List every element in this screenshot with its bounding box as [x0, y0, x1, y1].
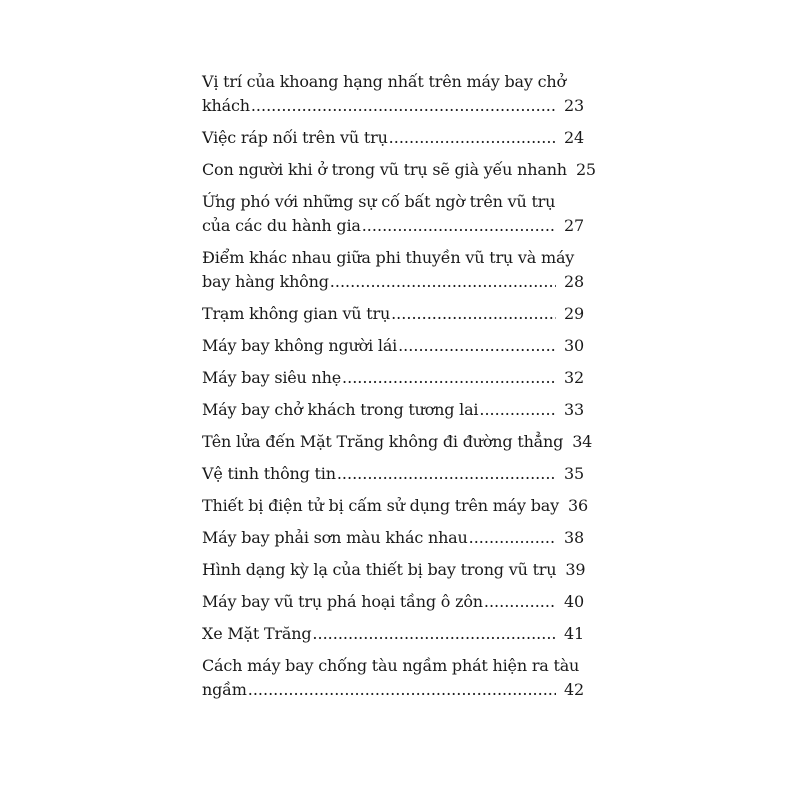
- toc-entry-title: Máy bay vũ trụ phá hoại tầng ô zôn: [202, 592, 483, 611]
- toc-page-number: 36: [568, 496, 588, 515]
- toc-page-number: 41: [564, 624, 584, 643]
- toc-page-number: 35: [564, 464, 584, 483]
- toc-leader-dots: [479, 398, 556, 422]
- toc-leader-dots: [312, 622, 556, 646]
- toc-page-number: 40: [564, 592, 584, 611]
- toc-leader-dots: [342, 366, 556, 390]
- toc-entry-title: Máy bay phải sơn màu khác nhau: [202, 528, 468, 547]
- toc-entry: [202, 494, 588, 518]
- toc-entry: [202, 334, 584, 358]
- toc-leader-dots: [337, 462, 556, 486]
- toc-leader-dots: [469, 526, 556, 550]
- toc-entry: [202, 622, 584, 646]
- toc-page-number: 29: [564, 304, 584, 323]
- toc-page-number: 33: [564, 400, 584, 419]
- toc-entry-title: Vệ tinh thông tin: [202, 464, 336, 483]
- toc-page-number: 39: [565, 560, 586, 579]
- toc-entry: [202, 246, 584, 294]
- toc-leader-dots: [251, 94, 556, 118]
- toc-page-number: 42: [564, 680, 584, 699]
- toc-leader-dots: [330, 270, 556, 294]
- toc-entry: [202, 558, 584, 582]
- toc-page-number: 32: [564, 368, 584, 387]
- toc-entry-title: Tên lửa đến Mặt Trăng không đi đường thẳng: [202, 432, 564, 451]
- toc-entry: [202, 462, 584, 486]
- toc-page-number: 23: [564, 96, 584, 115]
- toc-entry-title-line1: Cách máy bay chống tàu ngầm phát hiện ra tàu: [202, 656, 580, 675]
- toc-entry: [202, 158, 596, 182]
- table-of-contents: [202, 70, 596, 710]
- toc-entry-title: Hình dạng kỳ lạ của thiết bị bay trong vũ trụ: [202, 560, 557, 579]
- toc-page-number: 38: [564, 528, 584, 547]
- toc-entry-title-line1: Điểm khác nhau giữa phi thuyền vũ trụ và máy: [202, 248, 575, 267]
- toc-entry: [202, 590, 584, 614]
- toc-entry-title: của các du hành gia: [202, 216, 361, 235]
- toc-page-number: 30: [564, 336, 584, 355]
- toc-entry-title-line1: Ứng phó với những sự cố bất ngờ trên vũ trụ: [202, 192, 556, 211]
- toc-page-number: 34: [572, 432, 593, 451]
- toc-entry-title: Con người khi ở trong vũ trụ sẽ già yếu nhanh: [202, 160, 567, 179]
- toc-leader-dots: [484, 590, 556, 614]
- toc-entry-title: ngầm: [202, 680, 247, 699]
- toc-page-number: 24: [564, 128, 584, 147]
- toc-entry-title-line1: Vị trí của khoang hạng nhất trên máy bay chở: [202, 72, 566, 91]
- toc-entry-title: Máy bay siêu nhẹ: [202, 368, 342, 387]
- toc-entry-title: Xe Mặt Trăng: [202, 624, 312, 643]
- toc-entry-title: Máy bay không người lái: [202, 336, 398, 355]
- toc-leader-dots: [362, 214, 556, 238]
- toc-entry: [202, 366, 584, 390]
- toc-entry-title: Máy bay chở khách trong tương lai: [202, 400, 479, 419]
- toc-entry: [202, 190, 584, 238]
- toc-page-number: 28: [564, 272, 584, 291]
- toc-entry: [202, 70, 584, 118]
- toc-entry: [202, 430, 593, 454]
- toc-entry-title: Việc ráp nối trên vũ trụ: [202, 128, 388, 147]
- toc-entry: [202, 302, 584, 326]
- toc-leader-dots: [398, 334, 556, 358]
- toc-entry-title: bay hàng không: [202, 272, 329, 291]
- toc-entry: [202, 654, 584, 702]
- toc-leader-dots: [391, 302, 556, 326]
- toc-entry-title: Trạm không gian vũ trụ: [202, 304, 391, 323]
- toc-entry: [202, 526, 584, 550]
- toc-entry-title: Thiết bị điện tử bị cấm sử dụng trên máy bay: [202, 496, 559, 515]
- toc-entry: [202, 398, 584, 422]
- toc-leader-dots: [248, 678, 556, 702]
- toc-entry-title: khách: [202, 96, 250, 115]
- toc-page-number: 25: [575, 160, 596, 179]
- toc-leader-dots: [389, 126, 556, 150]
- toc-page-number: 27: [564, 216, 584, 235]
- toc-entry: [202, 126, 584, 150]
